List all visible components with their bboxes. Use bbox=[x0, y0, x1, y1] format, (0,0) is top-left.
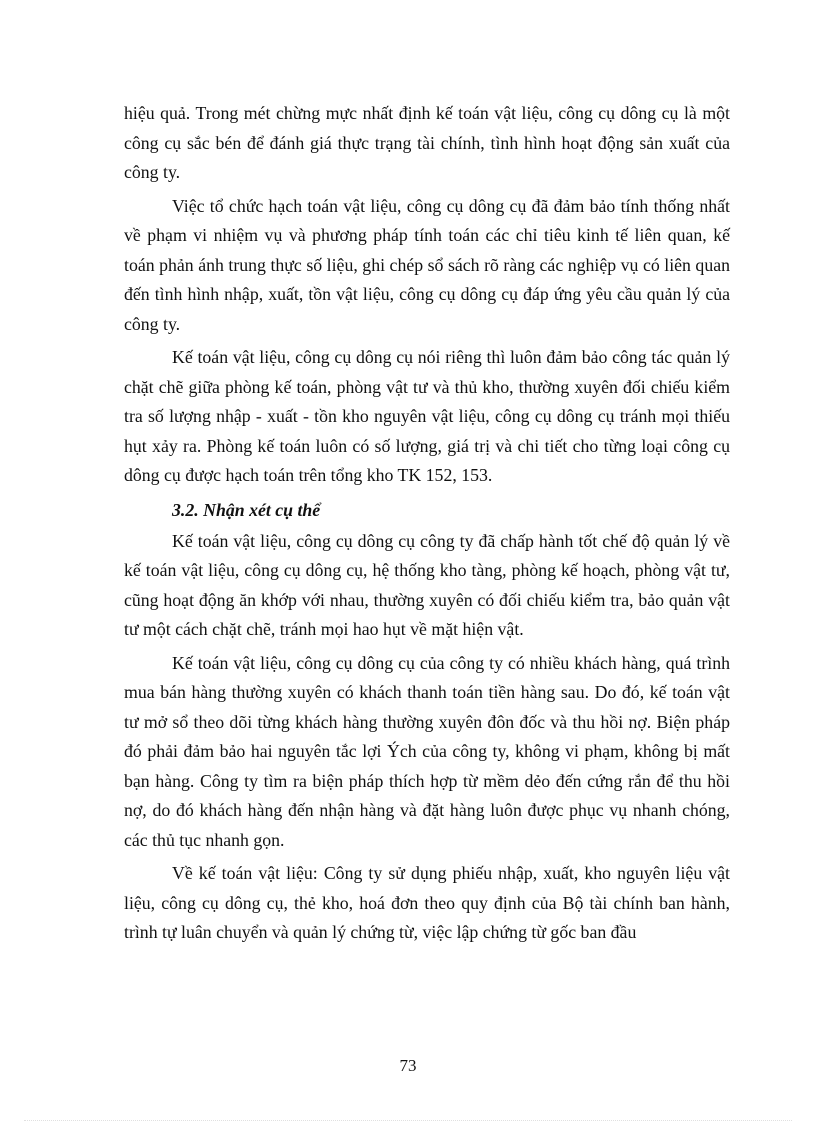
footer-divider bbox=[24, 1120, 792, 1121]
paragraph-1: hiệu quả. Trong mét chừng mực nhất định kế toán vật liệu, công cụ dông cụ là một công cụ sắc bén để đánh giá thực trạng tài chính, tình hình hoạt động sản xuất của công ty. bbox=[124, 103, 730, 182]
paragraph-2: Việc tổ chức hạch toán vật liệu, công cụ dông cụ đã đảm bảo tính thống nhất về phạm vi nhiệm vụ và phương pháp tính toán các chỉ tiêu kinh tế liên quan, kế toán phản ánh trung thực số liệu, ghi chép sổ sách rõ ràng các nghiệp vụ có liên quan đến tình hình nhập, xuất, tồn vật liệu, công cụ dông cụ đáp ứng yêu cầu quản lý của công ty. bbox=[124, 195, 730, 334]
paragraph-5: Kế toán vật liệu, công cụ dông cụ của công ty có nhiều khách hàng, quá trình mua bán hàng thường xuyên có khách thanh toán tiền hàng sau. Do đó, kế toán vật tư mở sổ theo dõi từng khách hàng thường xuyên đôn đốc và thu hồi nợ. Biện pháp đó phải đảm bảo hai nguyên tắc lợi Ých của công ty, không vi phạm, không bị mất bạn hàng. Công ty tìm ra biện pháp thích hợp từ mềm dẻo đến cứng rắn để thu hồi nợ, do đó khách hàng đến nhận hàng và đặt hàng luôn được phục vụ nhanh chóng, các thủ tục nhanh gọn. bbox=[124, 652, 730, 850]
section-heading: 3.2. Nhận xét cụ thể bbox=[172, 499, 321, 520]
paragraph-3: Kế toán vật liệu, công cụ dông cụ nói riêng thì luôn đảm bảo công tác quản lý chặt chẽ giữa phòng kế toán, phòng vật tư và thủ kho, thường xuyên đối chiếu kiểm tra số lượng nhập - xuất - tồn kho nguyên vật liệu, công cụ dông cụ tránh mọi thiếu hụt xảy ra. Phòng kế toán luôn có số lượng, giá trị và chi tiết cho từng loại công cụ dông cụ được hạch toán trên tổng kho TK 152, 153. bbox=[124, 347, 730, 485]
page-number: 73 bbox=[399, 1056, 417, 1075]
page-body bbox=[124, 99, 730, 952]
paragraph-4: Kế toán vật liệu, công cụ dông cụ công ty đã chấp hành tốt chế độ quản lý về kế toán vật liệu, công cụ dông cụ, hệ thống kho tàng, phòng kế hoạch, phòng vật tư, cũng hoạt động ăn khớp với nhau, thường xuyên có đối chiếu kiểm tra, bảo quản vật tư một cách chặt chẽ, tránh mọi hao hụt về mặt hiện vật. bbox=[124, 530, 730, 639]
paragraph-6: Về kế toán vật liệu: Công ty sử dụng phiếu nhập, xuất, kho nguyên liệu vật liệu, công cụ dông cụ, thẻ kho, hoá đơn theo quy định của Bộ tài chính ban hành, trình tự luân chuyển và quản lý chứng từ, việc lập chứng từ gốc ban đầu bbox=[124, 863, 730, 942]
